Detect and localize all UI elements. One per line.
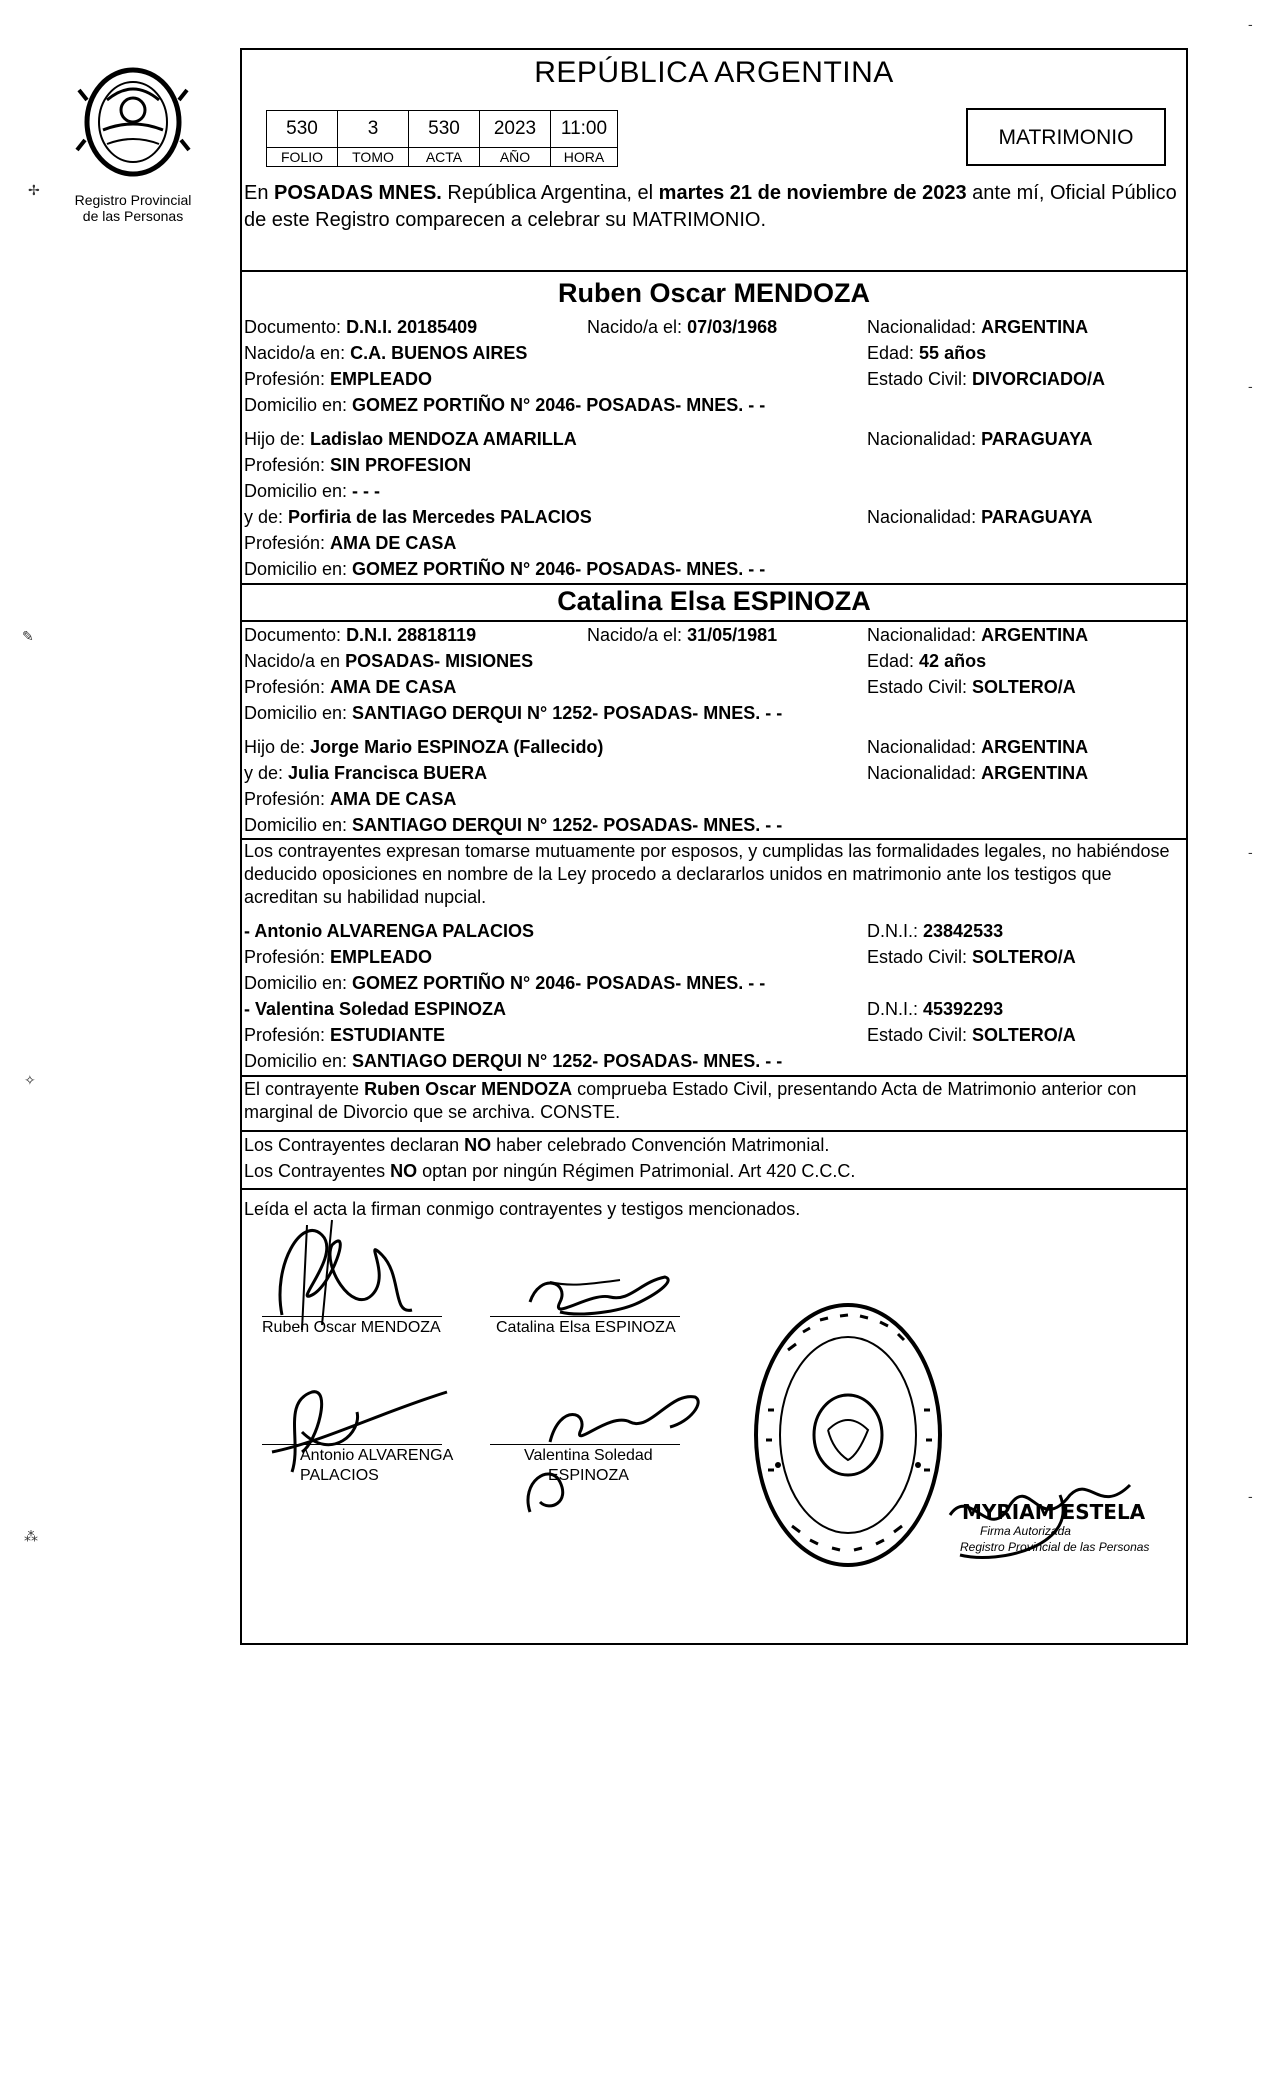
official-stamp-icon bbox=[748, 1290, 948, 1580]
registry-name-line1: Registro Provincial bbox=[74, 192, 192, 208]
acta-label: ACTA bbox=[409, 148, 480, 167]
scan-mark: - bbox=[1248, 16, 1253, 32]
note-text: El contrayente bbox=[244, 1079, 365, 1099]
act-type-box: MATRIMONIO bbox=[966, 108, 1166, 166]
intro-date: martes 21 de noviembre de 2023 bbox=[658, 182, 967, 204]
groom-mother-nationality bbox=[867, 506, 1092, 528]
value: PARAGUAYA bbox=[981, 429, 1093, 449]
value: SANTIAGO DERQUI N° 1252- POSADAS- MNES. - - bbox=[352, 815, 783, 835]
regime-statement bbox=[244, 1160, 855, 1182]
value: Ladislao MENDOZA AMARILLA bbox=[310, 429, 577, 449]
intro-place: POSADAS MNES. bbox=[274, 182, 442, 204]
witness-2-signature-label-line2: ESPINOZA bbox=[548, 1467, 629, 1484]
groom-father bbox=[244, 428, 577, 450]
bride-age bbox=[867, 650, 986, 672]
groom-birth-date bbox=[587, 316, 777, 338]
label: Estado Civil: bbox=[867, 369, 973, 389]
value: ARGENTINA bbox=[981, 317, 1089, 337]
signature-line bbox=[262, 1444, 442, 1445]
scan-mark: ⁂ bbox=[24, 1528, 38, 1544]
year-value: 2023 bbox=[480, 111, 551, 148]
label: Profesión: bbox=[244, 1025, 331, 1045]
scan-mark: - bbox=[1248, 378, 1253, 394]
bride-nationality bbox=[867, 624, 1088, 646]
label: D.N.I.: bbox=[867, 999, 924, 1019]
divider bbox=[240, 1130, 1188, 1132]
bride-mother bbox=[244, 762, 487, 784]
value: AMA DE CASA bbox=[330, 533, 457, 553]
witness-1-civil-status bbox=[867, 946, 1076, 968]
registry-name-line2: de las Personas bbox=[82, 208, 184, 224]
label: Profesión: bbox=[244, 789, 331, 809]
witness-1-address bbox=[244, 972, 765, 994]
bride-document bbox=[244, 624, 476, 646]
label: Edad: bbox=[867, 651, 920, 671]
text: haber celebrado Convención Matrimonial. bbox=[491, 1135, 830, 1155]
value: - Valentina Soledad ESPINOZA bbox=[244, 999, 507, 1019]
label: Nacionalidad: bbox=[867, 507, 982, 527]
bride-civil-status bbox=[867, 676, 1076, 698]
divider bbox=[240, 1188, 1188, 1190]
groom-father-address bbox=[244, 480, 380, 502]
value: Porfiria de las Mercedes PALACIOS bbox=[288, 507, 592, 527]
intro-paragraph bbox=[244, 180, 1184, 234]
groom-mother-address bbox=[244, 558, 765, 580]
signature-line bbox=[490, 1316, 680, 1317]
witness-1-name bbox=[244, 920, 534, 942]
label: Profesión: bbox=[244, 947, 331, 967]
value: 42 años bbox=[919, 651, 987, 671]
groom-age bbox=[867, 342, 986, 364]
bride-address bbox=[244, 702, 782, 724]
label: Documento: bbox=[244, 625, 347, 645]
label: Profesión: bbox=[244, 455, 331, 475]
value: SOLTERO/A bbox=[972, 677, 1076, 697]
groom-father-profession bbox=[244, 454, 471, 476]
value: SIN PROFESION bbox=[330, 455, 472, 475]
label: Nacionalidad: bbox=[867, 625, 982, 645]
label: D.N.I.: bbox=[867, 921, 924, 941]
groom-mother-profession bbox=[244, 532, 456, 554]
officer-office: Registro Provincial de las Personas bbox=[960, 1540, 1150, 1554]
bride-father-nationality bbox=[867, 736, 1088, 758]
declaration-paragraph: Los contrayentes expresan tomarse mutuamente por esposos, y cumplidas las formalidades legales, no habiéndose deducido oposiciones en nombre de la Ley procedo a declararlos unidos en matrimonio ante los testigos que acreditan su habilidad nupcial. bbox=[244, 841, 1170, 907]
closing-statement: Leída el acta la firman conmigo contrayentes y testigos mencionados. bbox=[244, 1199, 801, 1219]
value: EMPLEADO bbox=[330, 369, 433, 389]
value: GOMEZ PORTIÑO N° 2046- POSADAS- MNES. - - bbox=[352, 973, 766, 993]
value: AMA DE CASA bbox=[330, 789, 457, 809]
bride-birth-date bbox=[587, 624, 777, 646]
groom-mother bbox=[244, 506, 592, 528]
value: SANTIAGO DERQUI N° 1252- POSADAS- MNES. - - bbox=[352, 703, 783, 723]
label: Domicilio en: bbox=[244, 559, 353, 579]
officer-role: Firma Autorizada bbox=[980, 1524, 1071, 1538]
label: Profesión: bbox=[244, 677, 331, 697]
label: Nacionalidad: bbox=[867, 737, 982, 757]
value: ARGENTINA bbox=[981, 763, 1089, 783]
signature-line bbox=[262, 1316, 442, 1317]
groom-nationality bbox=[867, 316, 1088, 338]
label: Edad: bbox=[867, 343, 920, 363]
groom-birth-place bbox=[244, 342, 527, 364]
province-coat-of-arms-icon bbox=[73, 60, 193, 188]
value: EMPLEADO bbox=[330, 947, 433, 967]
bride-signature-label: Catalina Elsa ESPINOZA bbox=[496, 1319, 676, 1336]
label: y de: bbox=[244, 507, 289, 527]
bride-mother-nationality bbox=[867, 762, 1088, 784]
registration-table bbox=[266, 110, 618, 167]
bride-father bbox=[244, 736, 603, 758]
label: Domicilio en: bbox=[244, 973, 353, 993]
value: AMA DE CASA bbox=[330, 677, 457, 697]
label: y de: bbox=[244, 763, 289, 783]
officer-name: MYRIAM ESTELA bbox=[962, 1500, 1146, 1524]
value: - Antonio ALVARENGA PALACIOS bbox=[244, 921, 534, 941]
label: Nacionalidad: bbox=[867, 763, 982, 783]
groom-document bbox=[244, 316, 477, 338]
text: Los Contrayentes bbox=[244, 1161, 391, 1181]
groom-signature-label: Ruben Oscar MENDOZA bbox=[262, 1319, 441, 1336]
label: Nacionalidad: bbox=[867, 317, 982, 337]
scan-mark: - bbox=[1248, 1488, 1253, 1504]
witness-1-signature-label-line2: PALACIOS bbox=[300, 1467, 379, 1484]
bride-mother-profession bbox=[244, 788, 456, 810]
label: Domicilio en: bbox=[244, 395, 353, 415]
value: Julia Francisca BUERA bbox=[288, 763, 488, 783]
value: SOLTERO/A bbox=[972, 947, 1076, 967]
bride-mother-address bbox=[244, 814, 782, 836]
value: C.A. BUENOS AIRES bbox=[350, 343, 528, 363]
witness-2-dni bbox=[867, 998, 1003, 1020]
signature-line bbox=[490, 1444, 680, 1445]
witness-1-dni bbox=[867, 920, 1003, 942]
value: DIVORCIADO/A bbox=[972, 369, 1106, 389]
value: 07/03/1968 bbox=[687, 317, 778, 337]
label: Domicilio en: bbox=[244, 1051, 353, 1071]
value: 23842533 bbox=[923, 921, 1004, 941]
label: Domicilio en: bbox=[244, 815, 353, 835]
value: SANTIAGO DERQUI N° 1252- POSADAS- MNES. - - bbox=[352, 1051, 783, 1071]
groom-dni: D.N.I. 20185409 bbox=[346, 317, 478, 337]
value: GOMEZ PORTIÑO N° 2046- POSADAS- MNES. - - bbox=[352, 395, 766, 415]
value: POSADAS- MISIONES bbox=[345, 651, 534, 671]
intro-text: En bbox=[244, 182, 275, 204]
label: Estado Civil: bbox=[867, 947, 973, 967]
text: optan por ningún Régimen Patrimonial. Art 420 C.C.C. bbox=[417, 1161, 856, 1181]
groom-address bbox=[244, 394, 765, 416]
bride-name-heading: Catalina Elsa ESPINOZA bbox=[557, 586, 871, 616]
note-name: Ruben Oscar MENDOZA bbox=[364, 1079, 573, 1099]
value: - - - bbox=[352, 481, 381, 501]
label: Estado Civil: bbox=[867, 677, 973, 697]
value: Jorge Mario ESPINOZA (Fallecido) bbox=[310, 737, 604, 757]
tomo-value: 3 bbox=[338, 111, 409, 148]
bride-birth-place bbox=[244, 650, 533, 672]
scan-mark: ✢ bbox=[28, 182, 40, 198]
label: Nacido/a el: bbox=[587, 625, 688, 645]
witness-2-profession bbox=[244, 1024, 445, 1046]
divider bbox=[240, 583, 1188, 585]
value: 55 años bbox=[919, 343, 987, 363]
value: ESTUDIANTE bbox=[330, 1025, 446, 1045]
hour-value: 11:00 bbox=[551, 111, 618, 148]
value: SOLTERO/A bbox=[972, 1025, 1076, 1045]
label: Profesión: bbox=[244, 533, 331, 553]
text: Los Contrayentes declaran bbox=[244, 1135, 465, 1155]
folio-value: 530 bbox=[267, 111, 338, 148]
groom-name-heading: Ruben Oscar MENDOZA bbox=[557, 278, 871, 308]
label: Hijo de: bbox=[244, 429, 311, 449]
scan-mark: ✧ bbox=[24, 1072, 36, 1088]
value: PARAGUAYA bbox=[981, 507, 1093, 527]
witness-2-address bbox=[244, 1050, 782, 1072]
label: Documento: bbox=[244, 317, 347, 337]
value: ARGENTINA bbox=[981, 737, 1089, 757]
civil-status-note bbox=[244, 1078, 1184, 1124]
value: GOMEZ PORTIÑO N° 2046- POSADAS- MNES. - - bbox=[352, 559, 766, 579]
groom-profession bbox=[244, 368, 432, 390]
label: Nacido/a en bbox=[244, 651, 346, 671]
witness-1-profession bbox=[244, 946, 432, 968]
label: Nacido/a el: bbox=[587, 317, 688, 337]
value: ARGENTINA bbox=[981, 625, 1089, 645]
groom-civil-status bbox=[867, 368, 1105, 390]
note-text: comprueba Estado Civil, presentando Acta de Matrimonio anterior con marginal de Divorcio que se archiva. CONSTE. bbox=[244, 1079, 1137, 1122]
label: Domicilio en: bbox=[244, 481, 353, 501]
witness-2-name bbox=[244, 998, 506, 1020]
convention-statement bbox=[244, 1134, 829, 1156]
folio-label: FOLIO bbox=[267, 148, 338, 167]
groom-father-nationality bbox=[867, 428, 1092, 450]
witness-2-signature-label-line1: Valentina Soledad bbox=[524, 1447, 653, 1464]
hour-label: HORA bbox=[551, 148, 618, 167]
intro-text: ante mí, Oficial Público de este Registro comparecen a celebrar su MATRIMONIO. bbox=[244, 182, 1177, 231]
label: Profesión: bbox=[244, 369, 331, 389]
scan-mark: - bbox=[1248, 844, 1253, 860]
witness-1-signature-label-line1: Antonio ALVARENGA bbox=[300, 1447, 454, 1464]
intro-text: República Argentina, el bbox=[441, 182, 659, 204]
value: 31/05/1981 bbox=[687, 625, 778, 645]
text: NO bbox=[464, 1135, 492, 1155]
label: Estado Civil: bbox=[867, 1025, 973, 1045]
value: 45392293 bbox=[923, 999, 1004, 1019]
bride-profession bbox=[244, 676, 456, 698]
bride-dni: D.N.I. 28818119 bbox=[346, 625, 477, 645]
label: Domicilio en: bbox=[244, 703, 353, 723]
tomo-label: TOMO bbox=[338, 148, 409, 167]
label: Hijo de: bbox=[244, 737, 311, 757]
label: Nacido/a en: bbox=[244, 343, 351, 363]
label: Nacionalidad: bbox=[867, 429, 982, 449]
acta-value: 530 bbox=[409, 111, 480, 148]
witness-2-civil-status bbox=[867, 1024, 1076, 1046]
divider bbox=[240, 620, 1188, 622]
document-title: REPÚBLICA ARGENTINA bbox=[534, 56, 894, 89]
registry-logo bbox=[58, 60, 208, 224]
divider bbox=[240, 1075, 1188, 1077]
year-label: AÑO bbox=[480, 148, 551, 167]
text: NO bbox=[390, 1161, 418, 1181]
scan-mark: ✎ bbox=[22, 628, 34, 644]
divider bbox=[240, 270, 1188, 272]
